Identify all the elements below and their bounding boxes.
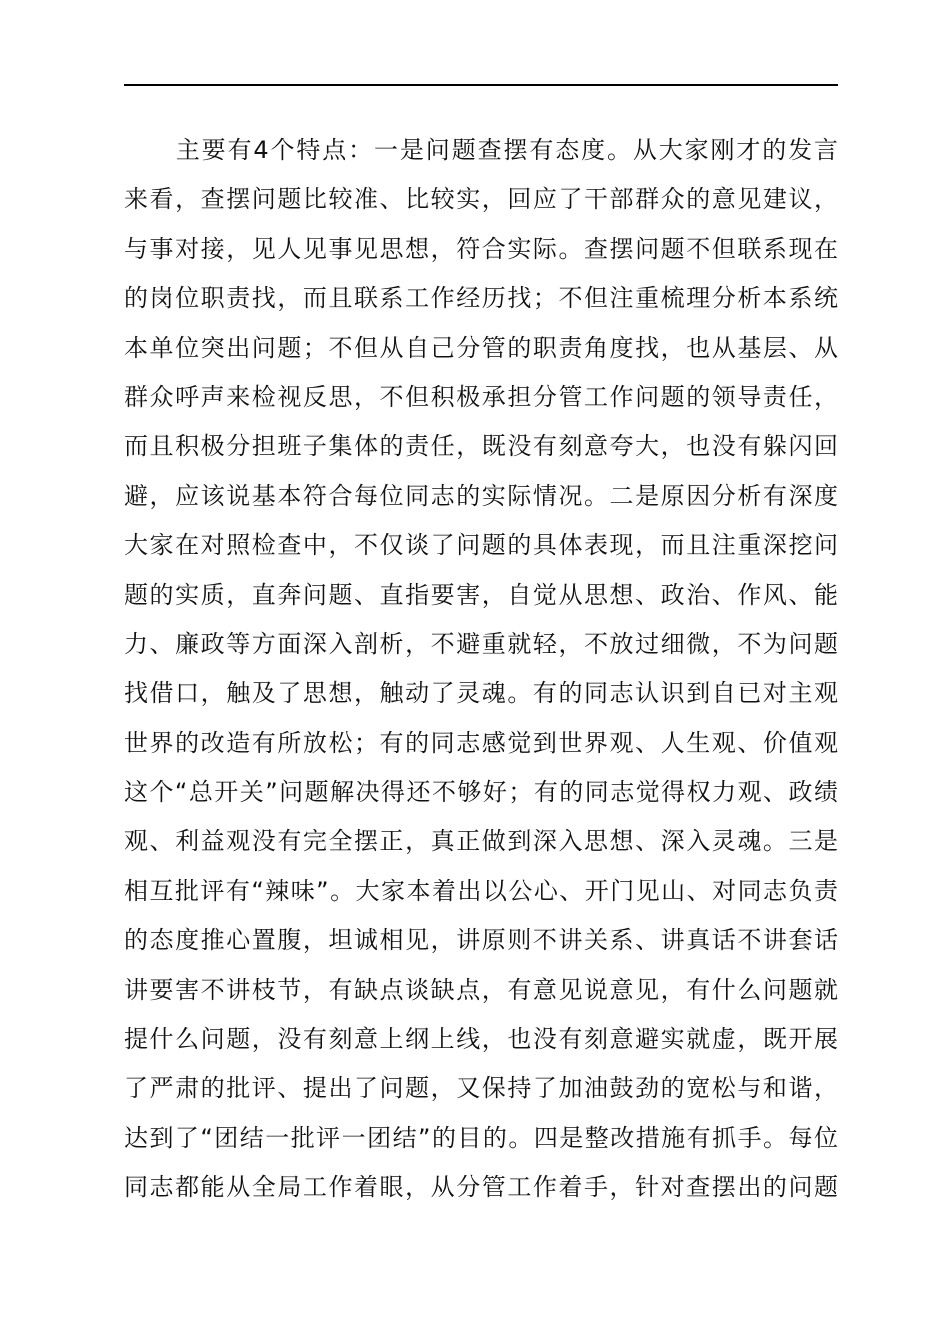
text-line: 避，应该说基本符合每位同志的实际情况。二是原因分析有深度 <box>124 481 838 510</box>
text-line: 相互批评有“辣味”。大家本着出以公心、开门见山、对同志负责 <box>124 876 838 905</box>
text-line: 讲要害不讲枝节，有缺点谈缺点，有意见说意见，有什么问题就 <box>124 975 838 1004</box>
text-line: 题的实质，直奔问题、直指要害，自觉从思想、政治、作风、能 <box>124 580 838 609</box>
text-line: 力、廉政等方面深入剖析，不避重就轻，不放过细微，不为问题 <box>124 629 838 658</box>
text-line: 这个“总开关”问题解决得还不够好；有的同志觉得权力观、政绩 <box>124 778 838 807</box>
text-line: 的岗位职责找，而且联系工作经历找；不但注重梳理分析本系统 <box>124 284 838 313</box>
text-line: 与事对接，见人见事见思想，符合实际。查摆问题不但联系现在 <box>124 234 838 263</box>
text-line: 主要有4个特点：一是问题查摆有态度。从大家刚才的发言 <box>124 136 838 164</box>
text-line: 的态度推心置腹，坦诚相见，讲原则不讲关系、讲真话不讲套话 <box>124 926 838 955</box>
header-rule <box>124 84 838 86</box>
text-line: 达到了“团结一批评一团结”的目的。四是整改措施有抓手。每位 <box>124 1123 838 1152</box>
text-line: 本单位突出问题；不但从自己分管的职责角度找，也从基层、从 <box>124 333 838 362</box>
text-line: 大家在对照检查中，不仅谈了问题的具体表现，而且注重深挖问 <box>124 531 838 560</box>
text-line: 找借口，触及了思想，触动了灵魂。有的同志认识到自已对主观 <box>124 679 838 708</box>
text-line: 同志都能从全局工作着眼，从分管工作着手，针对查摆出的问题 <box>124 1173 838 1202</box>
text-line: 来看，查摆问题比较准、比较实，回应了干部群众的意见建议， <box>124 185 838 214</box>
text-line: 了严肃的批评、提出了问题，又保持了加油鼓劲的宽松与和谐， <box>124 1074 838 1103</box>
text-line: 世界的改造有所放松；有的同志感觉到世界观、人生观、价值观 <box>124 728 838 757</box>
body-paragraph <box>124 126 838 1213</box>
text-line: 观、利益观没有完全摆正，真正做到深入思想、深入灵魂。三是 <box>124 827 838 856</box>
text-line: 群众呼声来检视反思，不但积极承担分管工作问题的领导责任， <box>124 382 838 411</box>
text-line: 提什么问题，没有刻意上纲上线，也没有刻意避实就虚，既开展 <box>124 1025 838 1054</box>
text-line: 而且积极分担班子集体的责任，既没有刻意夸大，也没有躲闪回 <box>124 432 838 461</box>
